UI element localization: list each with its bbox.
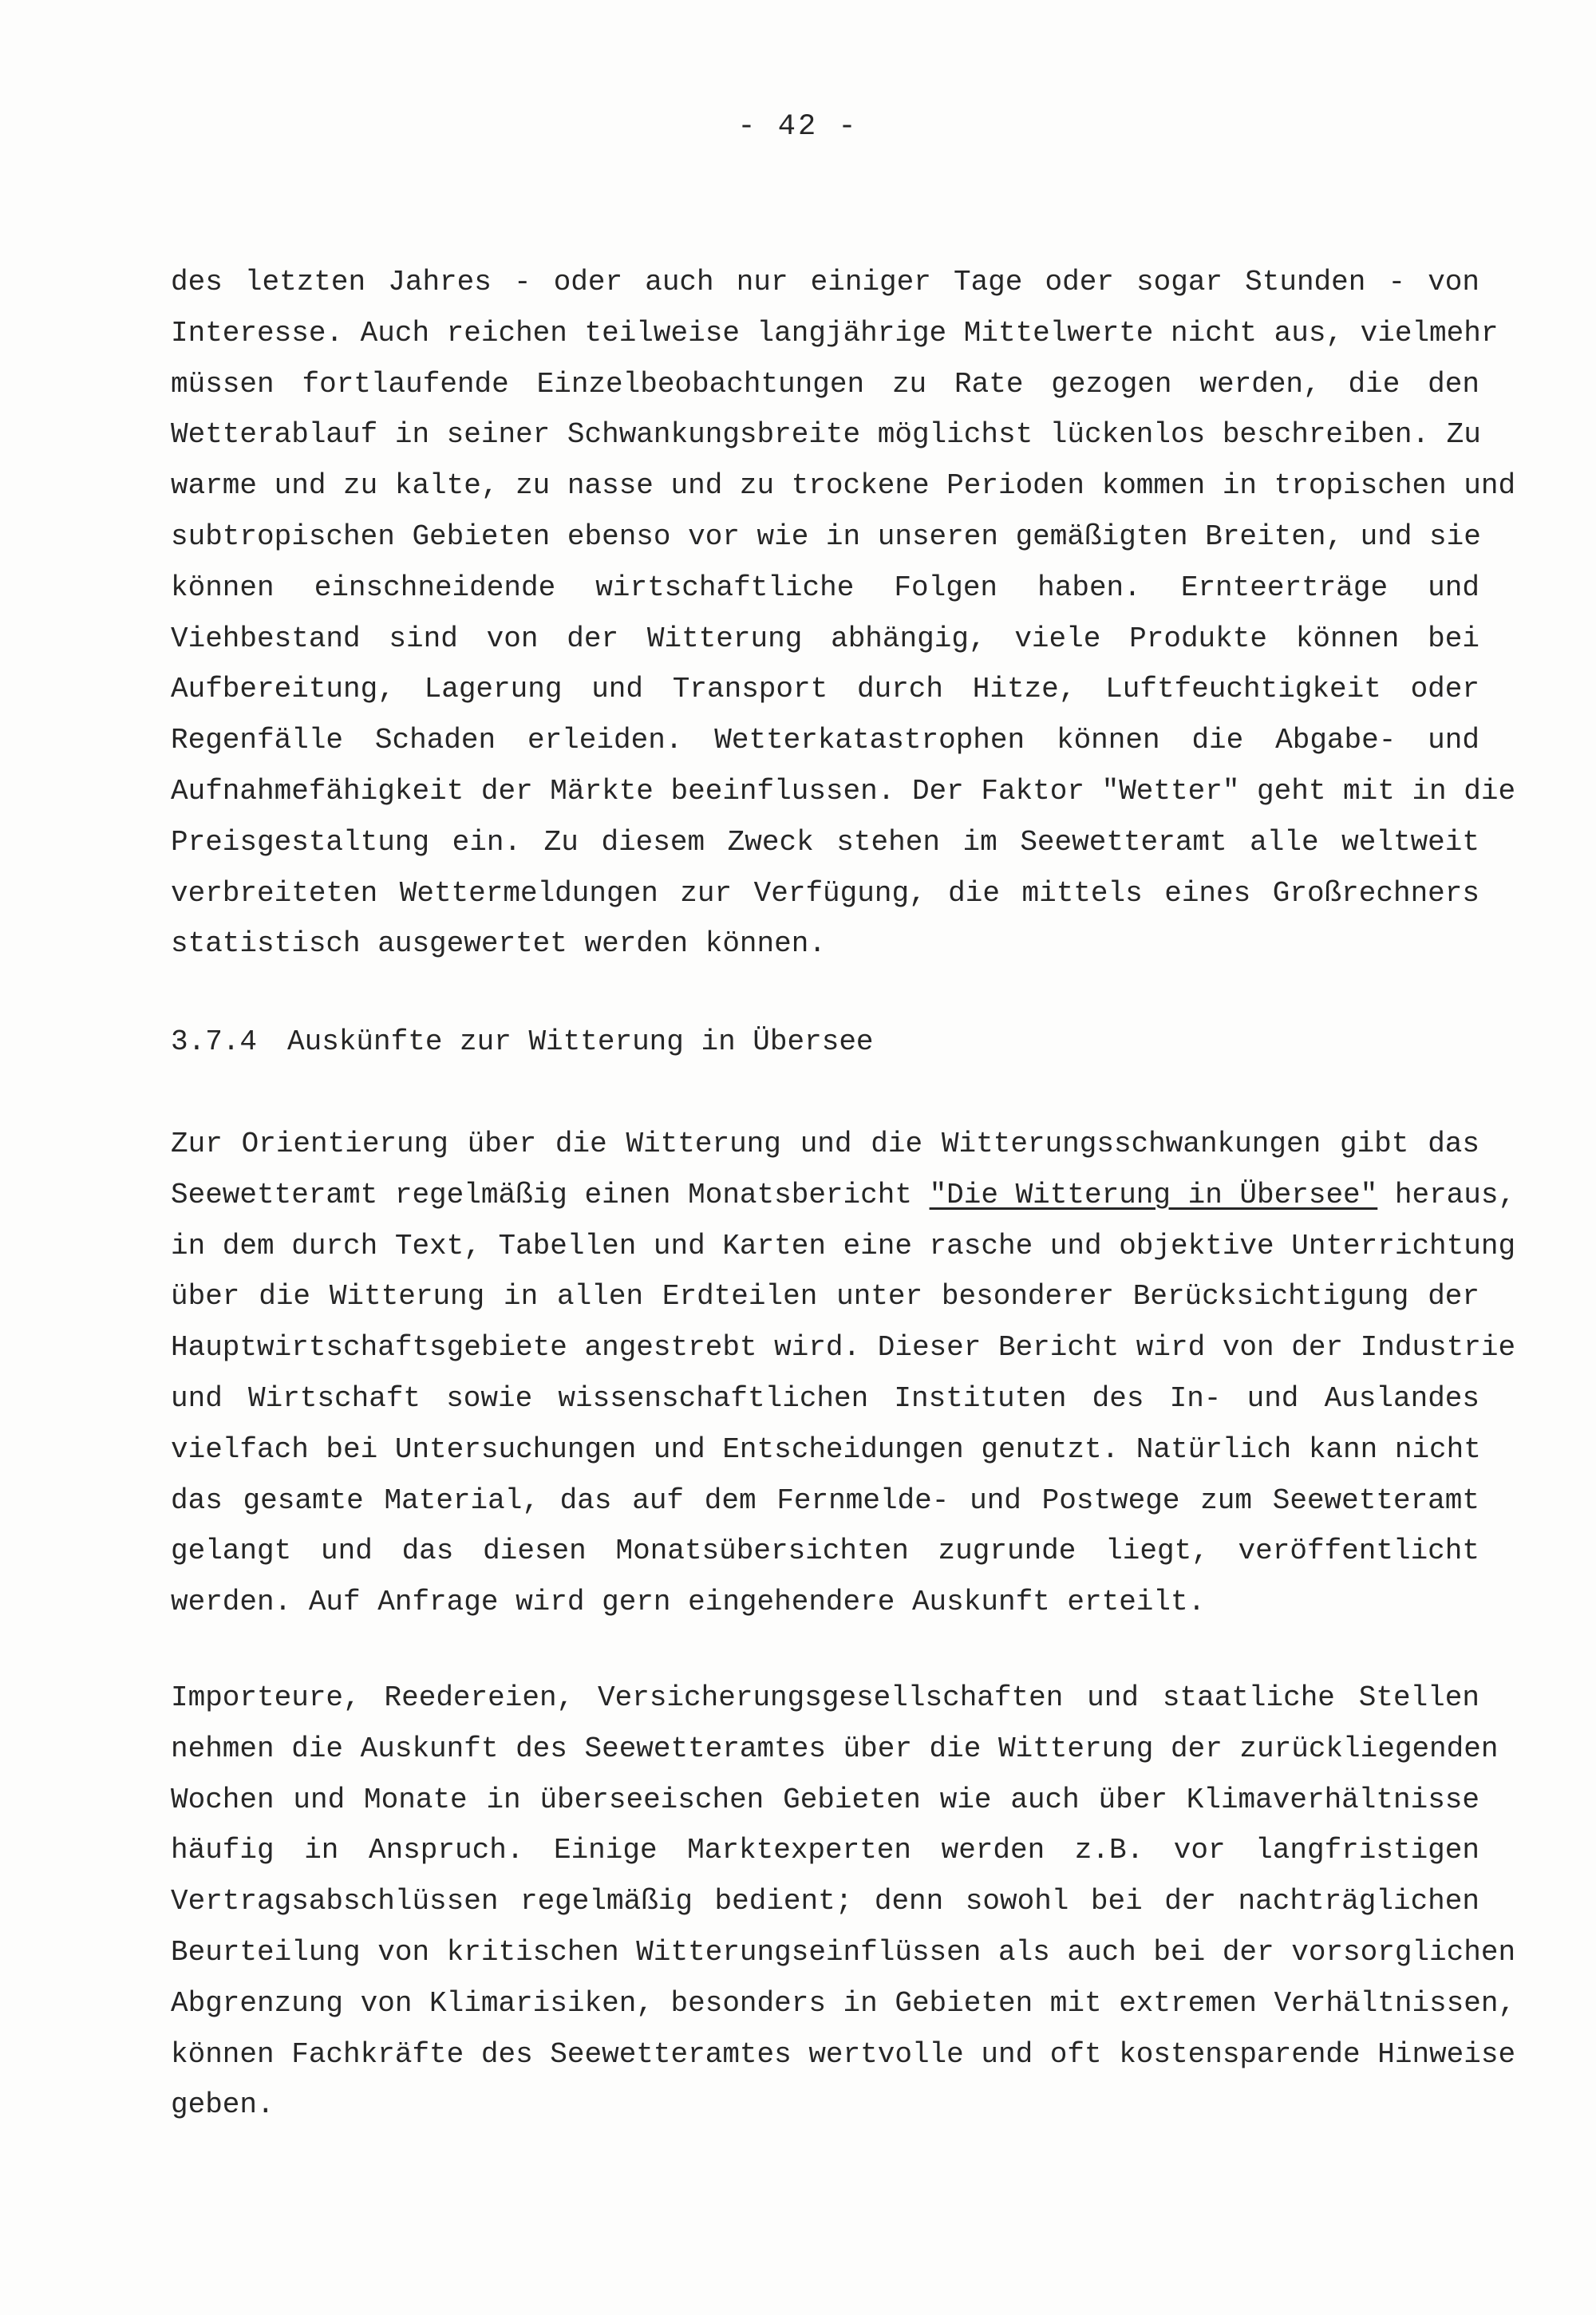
text-line: Viehbestand sind von der Witterung abhängig, viele Produkte können bei bbox=[171, 622, 1479, 655]
text-line: Aufnahmefähigkeit der Märkte beeinflussen. Der Faktor "Wetter" geht mit in die bbox=[171, 774, 1516, 808]
text-line: verbreiteten Wettermeldungen zur Verfügung, die mittels eines Großrechners bbox=[171, 876, 1479, 910]
text-line: geben. bbox=[171, 2088, 275, 2122]
text-line: Preisgestaltung ein. Zu diesem Zweck stehen im Seewetteramt alle weltweit bbox=[171, 825, 1479, 859]
text-line: Wochen und Monate in überseeischen Gebieten wie auch über Klimaverhältnisse bbox=[171, 1783, 1479, 1816]
text-line: Hauptwirtschaftsgebiete angestrebt wird. Dieser Bericht wird von der Industrie bbox=[171, 1331, 1516, 1365]
text-line: statistisch ausgewertet werden können. bbox=[171, 927, 826, 961]
text-line: werden. Auf Anfrage wird gern eingehendere Auskunft erteilt. bbox=[171, 1586, 1206, 1619]
text-line: können einschneidende wirtschaftliche Folgen haben. Ernteerträge und bbox=[171, 571, 1479, 604]
paragraph-intro bbox=[171, 257, 1516, 970]
paragraph-report bbox=[171, 1119, 1516, 1628]
text-line: gelangt und das diesen Monatsübersichten zugrunde liegt, veröffentlicht bbox=[171, 1535, 1479, 1568]
text-line: Abgrenzung von Klimarisiken, besonders in Gebieten mit extremen Verhältnissen, bbox=[171, 1986, 1516, 2020]
text-segment: heraus, bbox=[1377, 1178, 1516, 1211]
text-line: Importeure, Reedereien, Versicherungsgesellschaften und staatliche Stellen bbox=[171, 1681, 1479, 1714]
paragraph-clients bbox=[171, 1673, 1516, 2131]
text-line: Vertragsabschlüssen regelmäßig bedient; denn sowohl bei der nachträglichen bbox=[171, 1885, 1479, 1918]
text-line: warme und zu kalte, zu nasse und zu trockene Perioden kommen in tropischen und bbox=[171, 469, 1516, 503]
text-line: Interesse. Auch reichen teilweise langjährige Mittelwerte nicht aus, vielmehr bbox=[171, 316, 1499, 350]
text-line: Wetterablauf in seiner Schwankungsbreite möglichst lückenlos beschreiben. Zu bbox=[171, 418, 1481, 452]
text-line: das gesamte Material, das auf dem Fernmelde- und Postwege zum Seewetteramt bbox=[171, 1483, 1479, 1517]
text-line-with-title bbox=[171, 1170, 1516, 1221]
text-line: Zur Orientierung über die Witterung und die Witterungsschwankungen gibt das bbox=[171, 1128, 1479, 1160]
text-line: vielfach bei Untersuchungen und Entscheidungen genutzt. Natürlich kann nicht bbox=[171, 1432, 1481, 1466]
text-line: häufig in Anspruch. Einige Marktexperten werden z.B. vor langfristigen bbox=[171, 1834, 1479, 1867]
text-line: in dem durch Text, Tabellen und Karten eine rasche und objektive Unterrichtung bbox=[171, 1229, 1516, 1262]
text-line: Aufbereitung, Lagerung und Transport durch Hitze, Luftfeuchtigkeit oder bbox=[171, 673, 1479, 706]
text-line: Regenfälle Schaden erleiden. Wetterkatastrophen können die Abgabe- und bbox=[171, 724, 1479, 757]
text-line: können Fachkräfte des Seewetteramtes wertvolle und oft kostensparende Hinweise bbox=[171, 2037, 1516, 2071]
page-number: - 42 - bbox=[737, 110, 859, 144]
text-line: über die Witterung in allen Erdteilen unter besonderer Berücksichtigung der bbox=[171, 1280, 1479, 1314]
text-line: nehmen die Auskunft des Seewetteramtes über die Witterung der zurückliegenden bbox=[171, 1732, 1499, 1765]
section-number: 3.7.4 bbox=[171, 1025, 258, 1058]
text-line: Beurteilung von kritischen Witterungseinflüssen als auch bei der vorsorglichen bbox=[171, 1935, 1516, 1969]
text-line: müssen fortlaufende Einzelbeobachtungen zu Rate gezogen werden, die den bbox=[171, 367, 1479, 401]
section-heading bbox=[171, 1017, 874, 1068]
text-segment: Seewetteramt regelmäßig einen Monatsbericht bbox=[171, 1178, 930, 1211]
text-line: des letzten Jahres - oder auch nur einiger Tage oder sogar Stunden - von bbox=[171, 266, 1479, 298]
report-title: "Die Witterung in Übersee" bbox=[929, 1178, 1378, 1211]
text-line: und Wirtschaft sowie wissenschaftlichen Instituten des In- und Auslandes bbox=[171, 1381, 1479, 1415]
text-line: subtropischen Gebieten ebenso vor wie in unseren gemäßigten Breiten, und sie bbox=[171, 519, 1481, 553]
section-title: Auskünfte zur Witterung in Übersee bbox=[287, 1025, 874, 1058]
